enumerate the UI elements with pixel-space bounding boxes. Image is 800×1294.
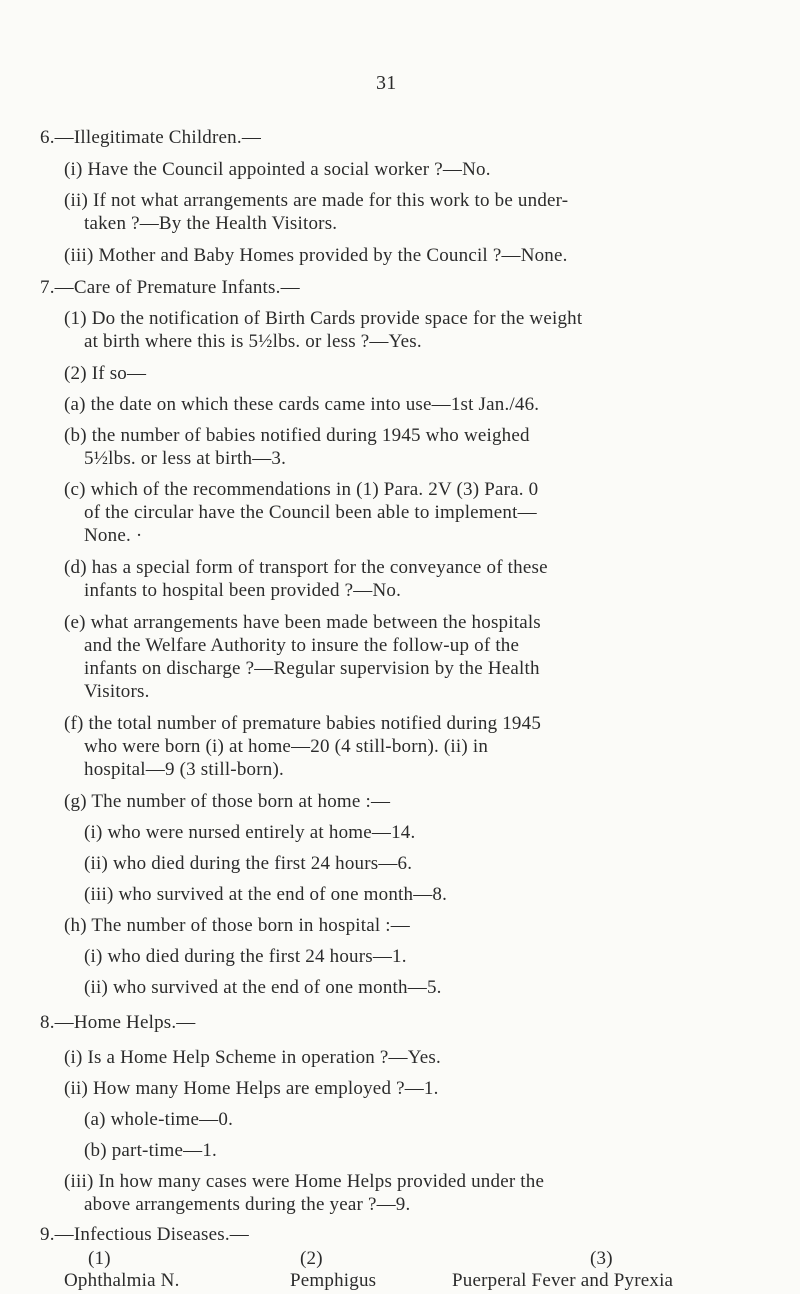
s7-item-g-i: (i) who were nursed entirely at home—14.: [84, 822, 416, 843]
table-col-header-1: Ophthalmia N.: [64, 1270, 180, 1291]
s7-item-h-ii: (ii) who survived at the end of one month—5.: [84, 977, 442, 998]
table-col-header-2: Pemphigus: [290, 1270, 377, 1291]
section-8-heading: 8.—Home Helps.—: [40, 1012, 196, 1033]
s7-item-f: (f) the total number of premature babies notified during 1945: [64, 713, 542, 734]
s7-item-b-cont: 5½lbs. or less at birth—3.: [84, 448, 287, 469]
s7-item-d-cont: infants to hospital been provided ?—No.: [84, 580, 402, 601]
table-col-number-1: (1): [88, 1248, 111, 1269]
s7-item-g-iii: (iii) who survived at the end of one month—8.: [84, 884, 448, 905]
s8-item-iii-cont: above arrangements during the year ?—9.: [84, 1194, 411, 1215]
s7-item-g-ii: (ii) who died during the first 24 hours—6.: [84, 853, 413, 874]
table-col-header-3: Puerperal Fever and Pyrexia: [452, 1270, 674, 1291]
s7-item-f-cont2: hospital—9 (3 still-born).: [84, 759, 284, 780]
s8-item-i: (i) Is a Home Help Scheme in operation ?—Yes.: [64, 1047, 441, 1068]
page-number: 31: [376, 72, 397, 94]
s7-item-1: (1) Do the notification of Birth Cards provide space for the weight: [64, 308, 583, 329]
section-7-heading: 7.—Care of Premature Infants.—: [40, 277, 300, 298]
s8-item-iii: (iii) In how many cases were Home Helps provided under the: [64, 1171, 545, 1192]
s7-item-f-cont1: who were born (i) at home—20 (4 still-born). (ii) in: [84, 736, 489, 757]
s8-item-a: (a) whole-time—0.: [84, 1109, 234, 1130]
s6-item-ii: (ii) If not what arrangements are made for this work to be under-: [64, 190, 569, 211]
s7-item-e-cont3: Visitors.: [84, 681, 150, 702]
s6-item-ii-cont: taken ?—By the Health Visitors.: [84, 213, 338, 234]
s7-item-h-i: (i) who died during the first 24 hours—1.: [84, 946, 407, 967]
s7-item-2: (2) If so—: [64, 363, 147, 384]
s7-item-g: (g) The number of those born at home :—: [64, 791, 391, 812]
s7-item-a: (a) the date on which these cards came into use—1st Jan./46.: [64, 394, 540, 415]
s7-item-h: (h) The number of those born in hospital :—: [64, 915, 410, 936]
section-9-heading: 9.—Infectious Diseases.—: [40, 1224, 250, 1245]
s7-item-c-cont1: of the circular have the Council been able to implement—: [84, 502, 537, 523]
s7-item-e-cont2: infants on discharge ?—Regular supervision by the Health: [84, 658, 540, 679]
s7-item-b: (b) the number of babies notified during 1945 who weighed: [64, 425, 530, 446]
table-col-number-3: (3): [590, 1248, 613, 1269]
s7-item-c: (c) which of the recommendations in (1) Para. 2V (3) Para. 0: [64, 479, 539, 500]
s8-item-b: (b) part-time—1.: [84, 1140, 217, 1161]
s6-item-i: (i) Have the Council appointed a social worker ?—No.: [64, 159, 491, 180]
s7-item-d: (d) has a special form of transport for the conveyance of these: [64, 557, 548, 578]
s7-item-e: (e) what arrangements have been made between the hospitals: [64, 612, 541, 633]
s7-item-1-cont: at birth where this is 5½lbs. or less ?—Yes.: [84, 331, 422, 352]
section-6-heading: 6.—Illegitimate Children.—: [40, 127, 262, 148]
s6-item-iii: (iii) Mother and Baby Homes provided by the Council ?—None.: [64, 245, 568, 266]
s7-item-c-cont2: None. ·: [84, 525, 143, 546]
s7-item-e-cont1: and the Welfare Authority to insure the follow-up of the: [84, 635, 520, 656]
table-col-number-2: (2): [300, 1248, 323, 1269]
s8-item-ii: (ii) How many Home Helps are employed ?—1.: [64, 1078, 439, 1099]
